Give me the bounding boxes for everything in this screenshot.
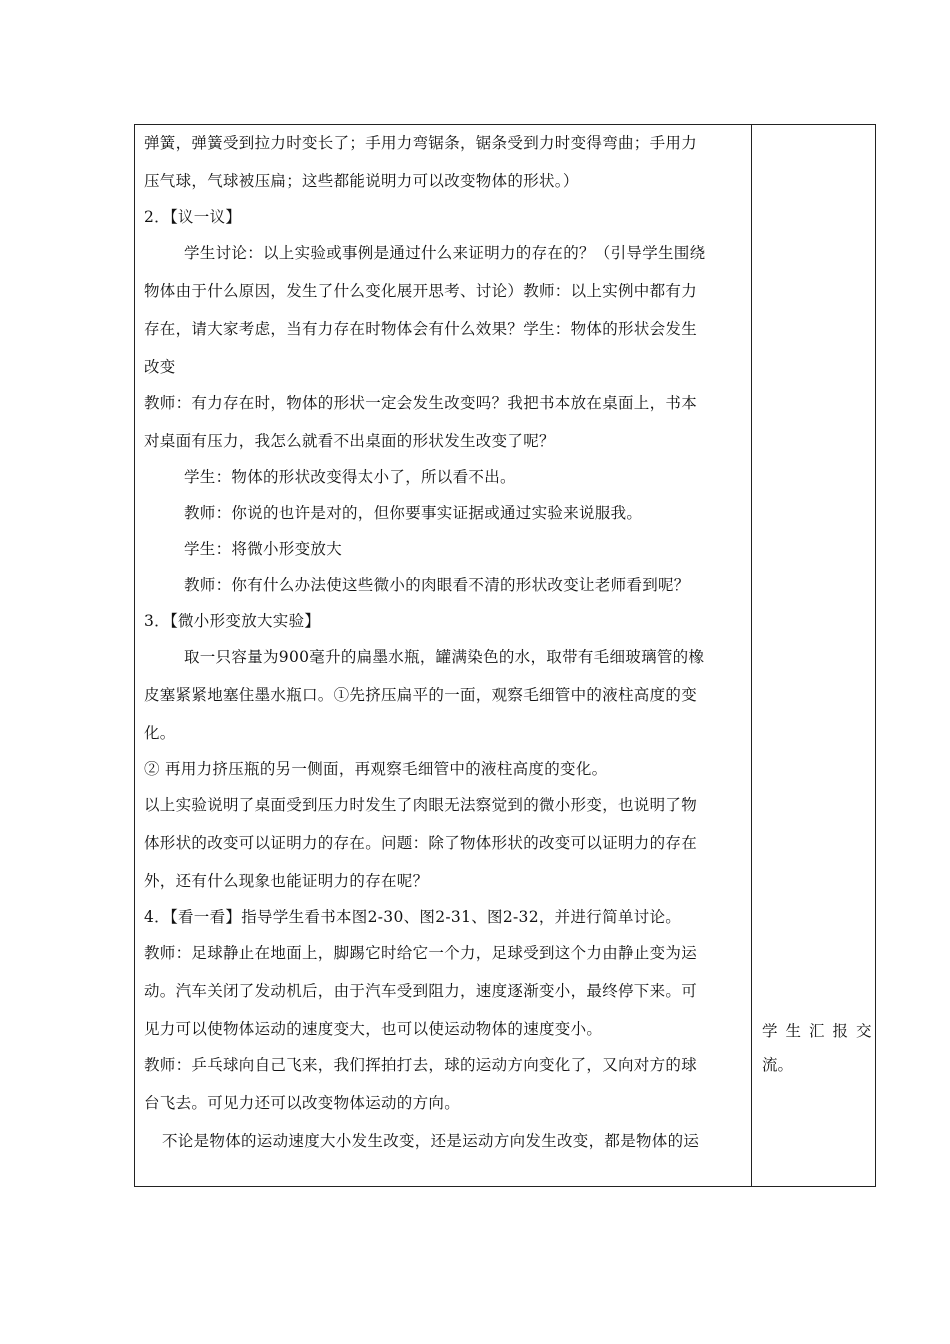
text-line: 教师：足球静止在地面上，脚踢它时给它一个力，足球受到这个力由静止变为运 — [144, 944, 698, 962]
section-heading: 2．【议一议】 — [144, 208, 242, 226]
text-line: 见力可以使物体运动的速度变大，也可以使运动物体的速度变小。 — [144, 1020, 603, 1038]
text-line: 教师：你说的也许是对的，但你要事实证据或通过实验来说服我。 — [184, 504, 643, 522]
text-line: 化。 — [144, 724, 176, 742]
text-line: 对桌面有压力，我怎么就看不出桌面的形状发生改变了呢？ — [144, 432, 555, 450]
section-heading: 3．【微小形变放大实验】 — [144, 612, 321, 630]
section-heading: 4．【看一看】指导学生看书本图2-30、图2-31、图2-32，并进行简单讨论。 — [144, 908, 682, 926]
column-divider — [751, 125, 752, 1186]
text-line: 以上实验说明了桌面受到压力时发生了肉眼无法察觉到的微小形变，也说明了物 — [144, 796, 698, 814]
text-line: 台飞去。可见力还可以改变物体运动的方向。 — [144, 1094, 461, 1112]
text-line: 取一只容量为900毫升的扁墨水瓶，罐满染色的水，取带有毛细玻璃管的橡 — [184, 648, 705, 666]
text-line: 物体由于什么原因，发生了什么变化展开思考、讨论）教师：以上实例中都有力 — [144, 282, 698, 300]
text-line: 外，还有什么现象也能证明力的存在呢？ — [144, 872, 429, 890]
text-line: 教师：有力存在时，物体的形状一定会发生改变吗？我把书本放在桌面上，书本 — [144, 394, 698, 412]
text-line: 弹簧，弹簧受到拉力时变长了；手用力弯锯条，锯条受到力时变得弯曲；手用力 — [144, 134, 698, 152]
text-line: 压气球，气球被压扁；这些都能说明力可以改变物体的形状。） — [144, 172, 579, 190]
student-activity-cell — [762, 1019, 880, 1075]
text-line: 不论是物体的运动速度大小发生改变，还是运动方向发生改变，都是物体的运 — [162, 1132, 700, 1150]
student-activity-text: 学生汇报交 — [762, 1022, 880, 1040]
text-line: 存在，请大家考虑，当有力存在时物体会有什么效果？学生：物体的形状会发生 — [144, 320, 698, 338]
text-line: 改变 — [144, 358, 176, 376]
student-activity-text: 流。 — [762, 1056, 794, 1074]
text-line: 学生：物体的形状改变得太小了，所以看不出。 — [184, 468, 516, 486]
text-line: 学生讨论：以上实验或事例是通过什么来证明力的存在的？（引导学生围绕 — [184, 244, 706, 262]
lesson-table — [134, 124, 880, 1187]
text-line: 体形状的改变可以证明力的存在。问题：除了物体形状的改变可以证明力的存在 — [144, 834, 698, 852]
text-line: 动。汽车关闭了发动机后，由于汽车受到阻力，速度逐渐变小，最终停下来。可 — [144, 982, 698, 1000]
text-line: 学生：将微小形变放大 — [184, 540, 343, 558]
text-line: 教师：乒乓球向自己飞来，我们挥拍打去，球的运动方向变化了，又向对方的球 — [144, 1056, 698, 1074]
text-line: ② 再用力挤压瓶的另一侧面，再观察毛细管中的液柱高度的变化。 — [144, 760, 608, 778]
text-line: 皮塞紧紧地塞住墨水瓶口。①先挤压扁平的一面，观察毛细管中的液柱高度的变 — [144, 686, 698, 704]
text-line: 教师：你有什么办法使这些微小的肉眼看不清的形状改变让老师看到呢？ — [184, 576, 690, 594]
